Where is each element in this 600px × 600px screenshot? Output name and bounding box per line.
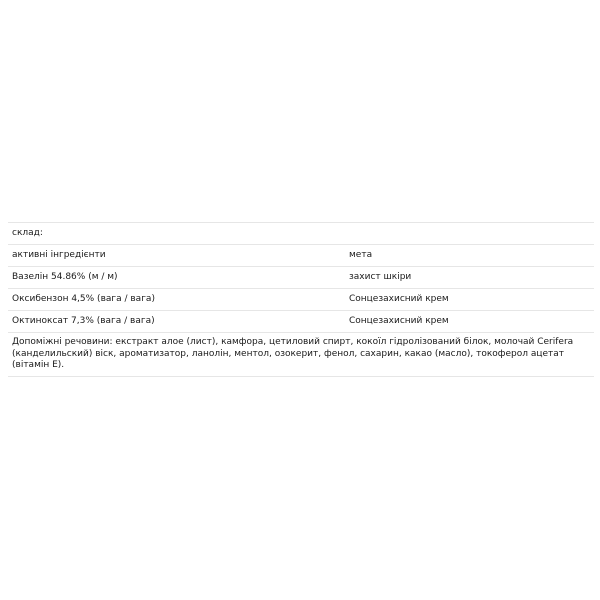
header-active-ingredients: активні інгредієнти [12, 250, 106, 260]
composition-table [8, 222, 594, 377]
ingredient-cell: Октиноксат 7,3% (вага / вага) [12, 316, 155, 326]
table-header-row [8, 245, 594, 267]
purpose-cell: Сонцезахисний крем [349, 316, 449, 326]
purpose-cell: Сонцезахисний крем [349, 294, 449, 304]
inactive-ingredients-text: Допоміжні речовини: екстракт алое (лист), камфора, цетиловий спирт, кокоїл гідролізований білок, молочай Cerifera (канделильский) віск, ароматизатор, ланолін, ментол, озокерит, фенол, сахарин, какао (масло), токоферол ацетат (вітамін Е). [12, 337, 574, 370]
ingredient-cell: Оксибензон 4,5% (вага / вага) [12, 294, 155, 304]
composition-title-row [8, 223, 594, 245]
ingredient-cell: Вазелін 54.86% (м / м) [12, 272, 118, 282]
table-row [8, 289, 594, 311]
purpose-cell: захист шкіри [349, 272, 412, 282]
inactive-ingredients-row [8, 333, 594, 377]
composition-title: склад: [12, 228, 43, 238]
header-purpose: мета [349, 250, 373, 260]
table-row [8, 311, 594, 333]
table-row [8, 267, 594, 289]
